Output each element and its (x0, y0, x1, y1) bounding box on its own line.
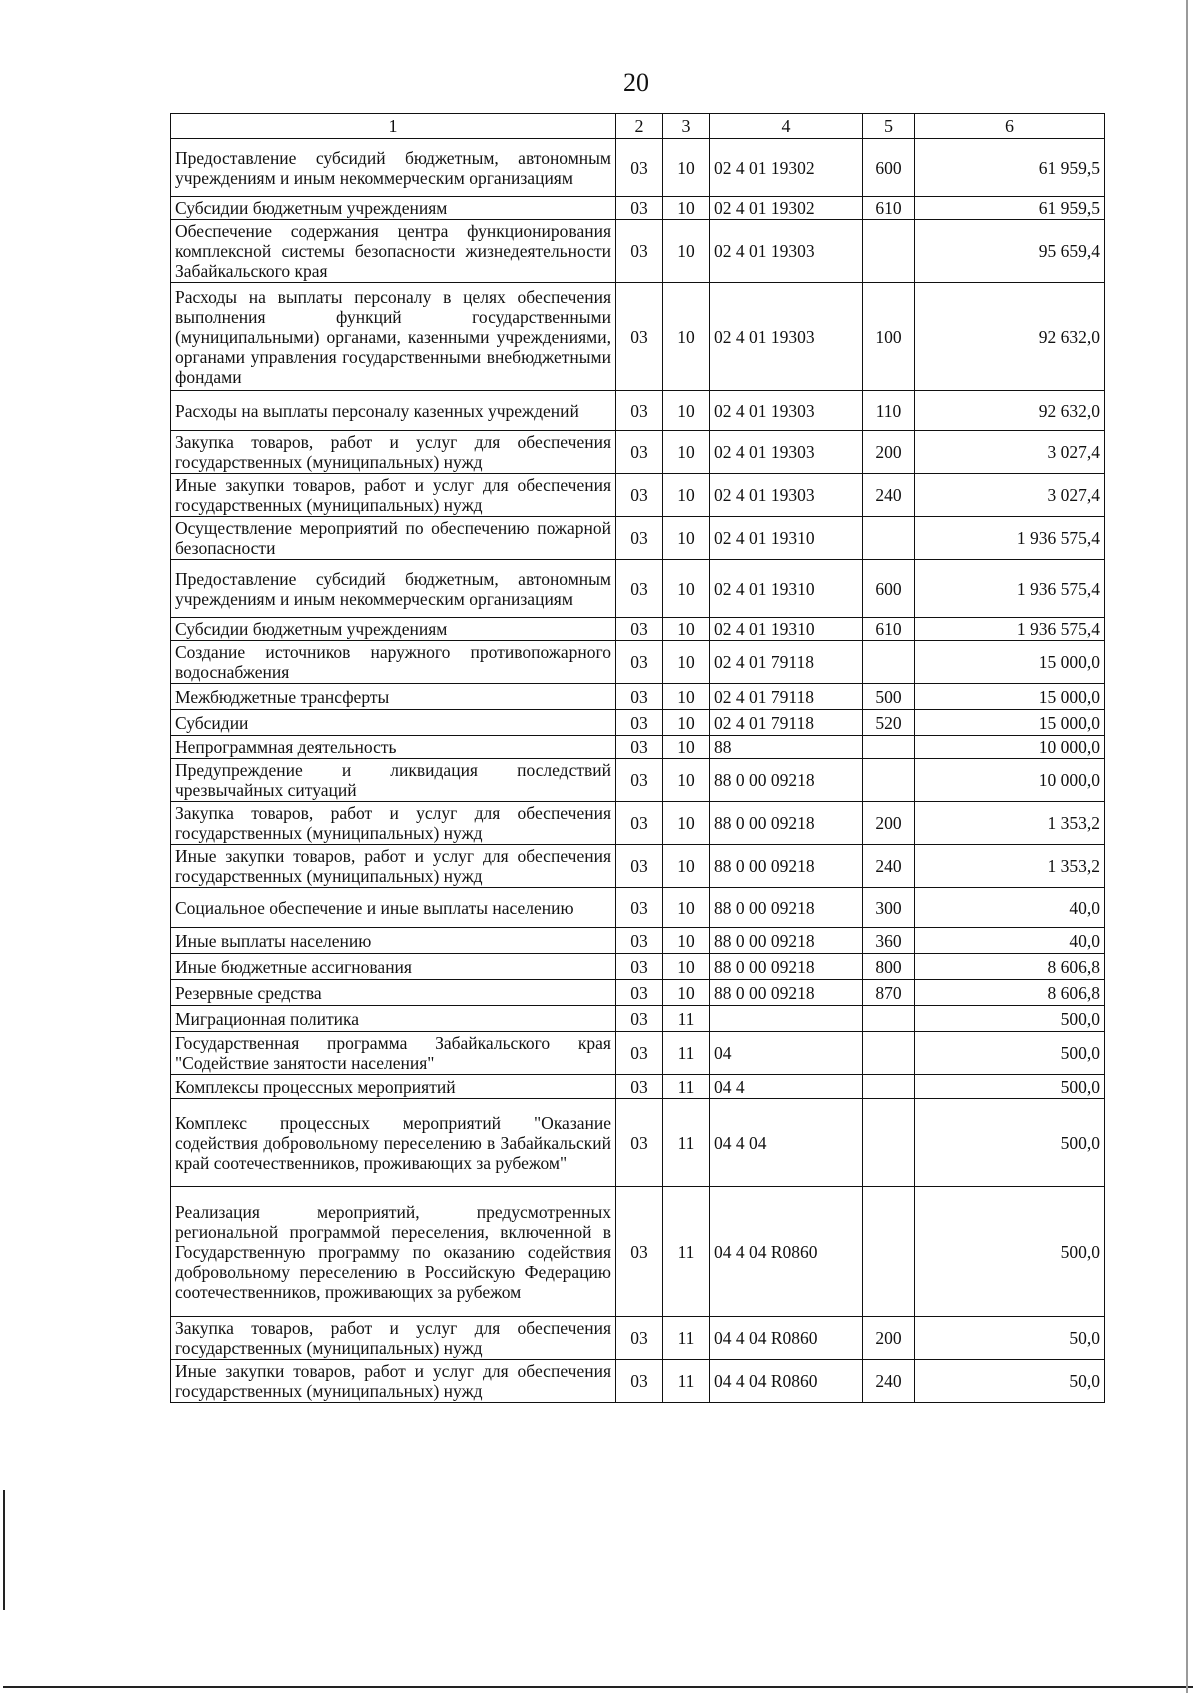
row-name-cell: Расходы на выплаты персоналу в целях обеспечения выполнения функций государственными (муниципальными) органами, казенными учреждениями, органами управления государственными внебюджетными фондами (171, 283, 616, 391)
amount-cell: 8 606,8 (915, 980, 1105, 1006)
amount-cell: 1 353,2 (915, 845, 1105, 888)
amount-cell: 15 000,0 (915, 684, 1105, 710)
table-row (171, 1032, 1105, 1075)
row-name-cell: Закупка товаров, работ и услуг для обеспечения государственных (муниципальных) нужд (171, 1317, 616, 1360)
target-article-cell: 04 4 04 R0860 (710, 1317, 863, 1360)
table-row (171, 1317, 1105, 1360)
subsection-code-cell: 10 (663, 560, 710, 618)
section-code-cell: 03 (616, 954, 663, 980)
table-row (171, 1075, 1105, 1099)
target-article-cell: 02 4 01 19303 (710, 220, 863, 283)
column-header: 4 (710, 114, 863, 139)
column-header: 3 (663, 114, 710, 139)
amount-cell: 500,0 (915, 1032, 1105, 1075)
target-article-cell: 02 4 01 19302 (710, 197, 863, 220)
target-article-cell: 02 4 01 19310 (710, 618, 863, 641)
target-article-cell: 04 4 04 R0860 (710, 1187, 863, 1317)
expense-type-cell (863, 736, 915, 759)
table-row (171, 474, 1105, 517)
target-article-cell: 02 4 01 79118 (710, 710, 863, 736)
scan-edge-bottom (3, 1686, 1193, 1688)
table-body (171, 139, 1105, 1403)
amount-cell: 15 000,0 (915, 641, 1105, 684)
target-article-cell: 88 0 00 09218 (710, 980, 863, 1006)
expense-type-cell (863, 641, 915, 684)
row-name-cell: Предоставление субсидий бюджетным, автономным учреждениям и иным некоммерческим организациям (171, 560, 616, 618)
table-row (171, 431, 1105, 474)
expense-type-cell: 360 (863, 928, 915, 954)
row-name-cell: Закупка товаров, работ и услуг для обеспечения государственных (муниципальных) нужд (171, 431, 616, 474)
table-row (171, 197, 1105, 220)
table-row (171, 1360, 1105, 1403)
expense-type-cell (863, 1006, 915, 1032)
target-article-cell: 02 4 01 19310 (710, 517, 863, 560)
subsection-code-cell: 10 (663, 710, 710, 736)
table-row (171, 954, 1105, 980)
row-name-cell: Иные выплаты населению (171, 928, 616, 954)
row-name-cell: Субсидии бюджетным учреждениям (171, 618, 616, 641)
subsection-code-cell: 10 (663, 802, 710, 845)
target-article-cell: 04 4 04 (710, 1099, 863, 1187)
expense-type-cell: 600 (863, 560, 915, 618)
expense-type-cell (863, 220, 915, 283)
amount-cell: 3 027,4 (915, 431, 1105, 474)
amount-cell: 500,0 (915, 1006, 1105, 1032)
row-name-cell: Реализация мероприятий, предусмотренных региональной программой переселения, включенной в Государственную программу по оказанию содействия добровольному переселению в Российскую Федерацию соотечественников, проживающих за рубежом (171, 1187, 616, 1317)
section-code-cell: 03 (616, 710, 663, 736)
subsection-code-cell: 11 (663, 1032, 710, 1075)
row-name-cell: Субсидии (171, 710, 616, 736)
table-row (171, 641, 1105, 684)
row-name-cell: Предоставление субсидий бюджетным, автономным учреждениям и иным некоммерческим организациям (171, 139, 616, 197)
subsection-code-cell: 10 (663, 618, 710, 641)
subsection-code-cell: 10 (663, 197, 710, 220)
expense-type-cell: 200 (863, 431, 915, 474)
section-code-cell: 03 (616, 618, 663, 641)
subsection-code-cell: 10 (663, 517, 710, 560)
expense-type-cell: 610 (863, 618, 915, 641)
expense-type-cell: 610 (863, 197, 915, 220)
table-row (171, 845, 1105, 888)
section-code-cell: 03 (616, 560, 663, 618)
target-article-cell (710, 1006, 863, 1032)
expense-type-cell: 300 (863, 888, 915, 928)
subsection-code-cell: 11 (663, 1006, 710, 1032)
row-name-cell: Создание источников наружного противопожарного водоснабжения (171, 641, 616, 684)
table-row (171, 802, 1105, 845)
section-code-cell: 03 (616, 888, 663, 928)
amount-cell: 95 659,4 (915, 220, 1105, 283)
section-code-cell: 03 (616, 1360, 663, 1403)
amount-cell: 61 959,5 (915, 197, 1105, 220)
row-name-cell: Государственная программа Забайкальского края "Содействие занятости населения" (171, 1032, 616, 1075)
section-code-cell: 03 (616, 1317, 663, 1360)
subsection-code-cell: 11 (663, 1099, 710, 1187)
amount-cell: 92 632,0 (915, 391, 1105, 431)
table-row (171, 560, 1105, 618)
subsection-code-cell: 11 (663, 1360, 710, 1403)
expense-type-cell: 200 (863, 802, 915, 845)
subsection-code-cell: 10 (663, 139, 710, 197)
section-code-cell: 03 (616, 1032, 663, 1075)
section-code-cell: 03 (616, 1187, 663, 1317)
column-header: 6 (915, 114, 1105, 139)
target-article-cell: 02 4 01 79118 (710, 684, 863, 710)
target-article-cell: 02 4 01 19303 (710, 431, 863, 474)
subsection-code-cell: 10 (663, 888, 710, 928)
subsection-code-cell: 10 (663, 220, 710, 283)
amount-cell: 40,0 (915, 888, 1105, 928)
section-code-cell: 03 (616, 759, 663, 802)
column-header: 1 (171, 114, 616, 139)
subsection-code-cell: 10 (663, 980, 710, 1006)
target-article-cell: 88 0 00 09218 (710, 802, 863, 845)
expense-type-cell (863, 517, 915, 560)
subsection-code-cell: 10 (663, 431, 710, 474)
table-row (171, 139, 1105, 197)
table-row (171, 928, 1105, 954)
amount-cell: 8 606,8 (915, 954, 1105, 980)
table-row (171, 618, 1105, 641)
row-name-cell: Непрограммная деятельность (171, 736, 616, 759)
target-article-cell: 88 0 00 09218 (710, 928, 863, 954)
section-code-cell: 03 (616, 391, 663, 431)
expense-type-cell: 800 (863, 954, 915, 980)
expense-type-cell: 240 (863, 1360, 915, 1403)
expense-type-cell: 240 (863, 474, 915, 517)
table-row (171, 980, 1105, 1006)
row-name-cell: Комплексы процессных мероприятий (171, 1075, 616, 1099)
expense-type-cell: 600 (863, 139, 915, 197)
subsection-code-cell: 10 (663, 641, 710, 684)
table-row (171, 1187, 1105, 1317)
target-article-cell: 88 (710, 736, 863, 759)
expense-type-cell: 110 (863, 391, 915, 431)
subsection-code-cell: 10 (663, 283, 710, 391)
table-header-row (171, 114, 1105, 139)
target-article-cell: 02 4 01 79118 (710, 641, 863, 684)
subsection-code-cell: 10 (663, 474, 710, 517)
section-code-cell: 03 (616, 283, 663, 391)
expense-type-cell: 240 (863, 845, 915, 888)
scan-edge-right (1186, 0, 1188, 1693)
expense-type-cell (863, 1032, 915, 1075)
subsection-code-cell: 10 (663, 684, 710, 710)
amount-cell: 15 000,0 (915, 710, 1105, 736)
section-code-cell: 03 (616, 684, 663, 710)
target-article-cell: 02 4 01 19303 (710, 283, 863, 391)
column-header: 2 (616, 114, 663, 139)
target-article-cell: 02 4 01 19303 (710, 474, 863, 517)
section-code-cell: 03 (616, 736, 663, 759)
expense-type-cell (863, 759, 915, 802)
table-row (171, 517, 1105, 560)
section-code-cell: 03 (616, 1006, 663, 1032)
section-code-cell: 03 (616, 431, 663, 474)
amount-cell: 1 936 575,4 (915, 560, 1105, 618)
row-name-cell: Комплекс процессных мероприятий "Оказание содействия добровольному переселению в Забайкальский край соотечественников, проживающих за рубежом" (171, 1099, 616, 1187)
expense-type-cell: 500 (863, 684, 915, 710)
amount-cell: 1 353,2 (915, 802, 1105, 845)
section-code-cell: 03 (616, 517, 663, 560)
section-code-cell: 03 (616, 928, 663, 954)
subsection-code-cell: 11 (663, 1075, 710, 1099)
row-name-cell: Иные закупки товаров, работ и услуг для обеспечения государственных (муниципальных) нужд (171, 474, 616, 517)
amount-cell: 500,0 (915, 1099, 1105, 1187)
section-code-cell: 03 (616, 474, 663, 517)
section-code-cell: 03 (616, 845, 663, 888)
scan-edge-left (3, 1490, 5, 1610)
table-row (171, 1099, 1105, 1187)
subsection-code-cell: 10 (663, 845, 710, 888)
table-row (171, 736, 1105, 759)
page-number: 20 (623, 68, 649, 97)
target-article-cell: 02 4 01 19310 (710, 560, 863, 618)
subsection-code-cell: 10 (663, 736, 710, 759)
column-header: 5 (863, 114, 915, 139)
amount-cell: 3 027,4 (915, 474, 1105, 517)
row-name-cell: Иные бюджетные ассигнования (171, 954, 616, 980)
row-name-cell: Социальное обеспечение и иные выплаты населению (171, 888, 616, 928)
row-name-cell: Резервные средства (171, 980, 616, 1006)
expense-type-cell: 100 (863, 283, 915, 391)
section-code-cell: 03 (616, 197, 663, 220)
table-row (171, 684, 1105, 710)
table-row (171, 1006, 1105, 1032)
target-article-cell: 04 (710, 1032, 863, 1075)
row-name-cell: Субсидии бюджетным учреждениям (171, 197, 616, 220)
target-article-cell: 04 4 04 R0860 (710, 1360, 863, 1403)
section-code-cell: 03 (616, 220, 663, 283)
amount-cell: 500,0 (915, 1075, 1105, 1099)
expense-type-cell: 520 (863, 710, 915, 736)
table-row (171, 220, 1105, 283)
target-article-cell: 04 4 (710, 1075, 863, 1099)
table-row (171, 759, 1105, 802)
subsection-code-cell: 10 (663, 391, 710, 431)
amount-cell: 50,0 (915, 1360, 1105, 1403)
section-code-cell: 03 (616, 802, 663, 845)
expense-type-cell (863, 1187, 915, 1317)
section-code-cell: 03 (616, 1075, 663, 1099)
subsection-code-cell: 11 (663, 1187, 710, 1317)
row-name-cell: Иные закупки товаров, работ и услуг для обеспечения государственных (муниципальных) нужд (171, 1360, 616, 1403)
row-name-cell: Предупреждение и ликвидация последствий чрезвычайных ситуаций (171, 759, 616, 802)
row-name-cell: Иные закупки товаров, работ и услуг для обеспечения государственных (муниципальных) нужд (171, 845, 616, 888)
amount-cell: 40,0 (915, 928, 1105, 954)
target-article-cell: 88 0 00 09218 (710, 845, 863, 888)
expense-type-cell (863, 1075, 915, 1099)
table-row (171, 283, 1105, 391)
subsection-code-cell: 10 (663, 954, 710, 980)
subsection-code-cell: 10 (663, 928, 710, 954)
budget-table (170, 113, 1105, 1403)
target-article-cell: 88 0 00 09218 (710, 759, 863, 802)
row-name-cell: Межбюджетные трансферты (171, 684, 616, 710)
table-row (171, 391, 1105, 431)
amount-cell: 1 936 575,4 (915, 618, 1105, 641)
expense-type-cell: 870 (863, 980, 915, 1006)
amount-cell: 500,0 (915, 1187, 1105, 1317)
row-name-cell: Обеспечение содержания центра функционирования комплексной системы безопасности жизнедеятельности Забайкальского края (171, 220, 616, 283)
target-article-cell: 88 0 00 09218 (710, 954, 863, 980)
amount-cell: 50,0 (915, 1317, 1105, 1360)
target-article-cell: 02 4 01 19303 (710, 391, 863, 431)
target-article-cell: 02 4 01 19302 (710, 139, 863, 197)
section-code-cell: 03 (616, 1099, 663, 1187)
section-code-cell: 03 (616, 980, 663, 1006)
target-article-cell: 88 0 00 09218 (710, 888, 863, 928)
section-code-cell: 03 (616, 139, 663, 197)
subsection-code-cell: 10 (663, 759, 710, 802)
expense-type-cell: 200 (863, 1317, 915, 1360)
row-name-cell: Закупка товаров, работ и услуг для обеспечения государственных (муниципальных) нужд (171, 802, 616, 845)
expense-type-cell (863, 1099, 915, 1187)
amount-cell: 10 000,0 (915, 759, 1105, 802)
amount-cell: 92 632,0 (915, 283, 1105, 391)
row-name-cell: Миграционная политика (171, 1006, 616, 1032)
subsection-code-cell: 11 (663, 1317, 710, 1360)
row-name-cell: Осуществление мероприятий по обеспечению пожарной безопасности (171, 517, 616, 560)
section-code-cell: 03 (616, 641, 663, 684)
amount-cell: 10 000,0 (915, 736, 1105, 759)
table-row (171, 710, 1105, 736)
row-name-cell: Расходы на выплаты персоналу казенных учреждений (171, 391, 616, 431)
amount-cell: 61 959,5 (915, 139, 1105, 197)
table-row (171, 888, 1105, 928)
amount-cell: 1 936 575,4 (915, 517, 1105, 560)
